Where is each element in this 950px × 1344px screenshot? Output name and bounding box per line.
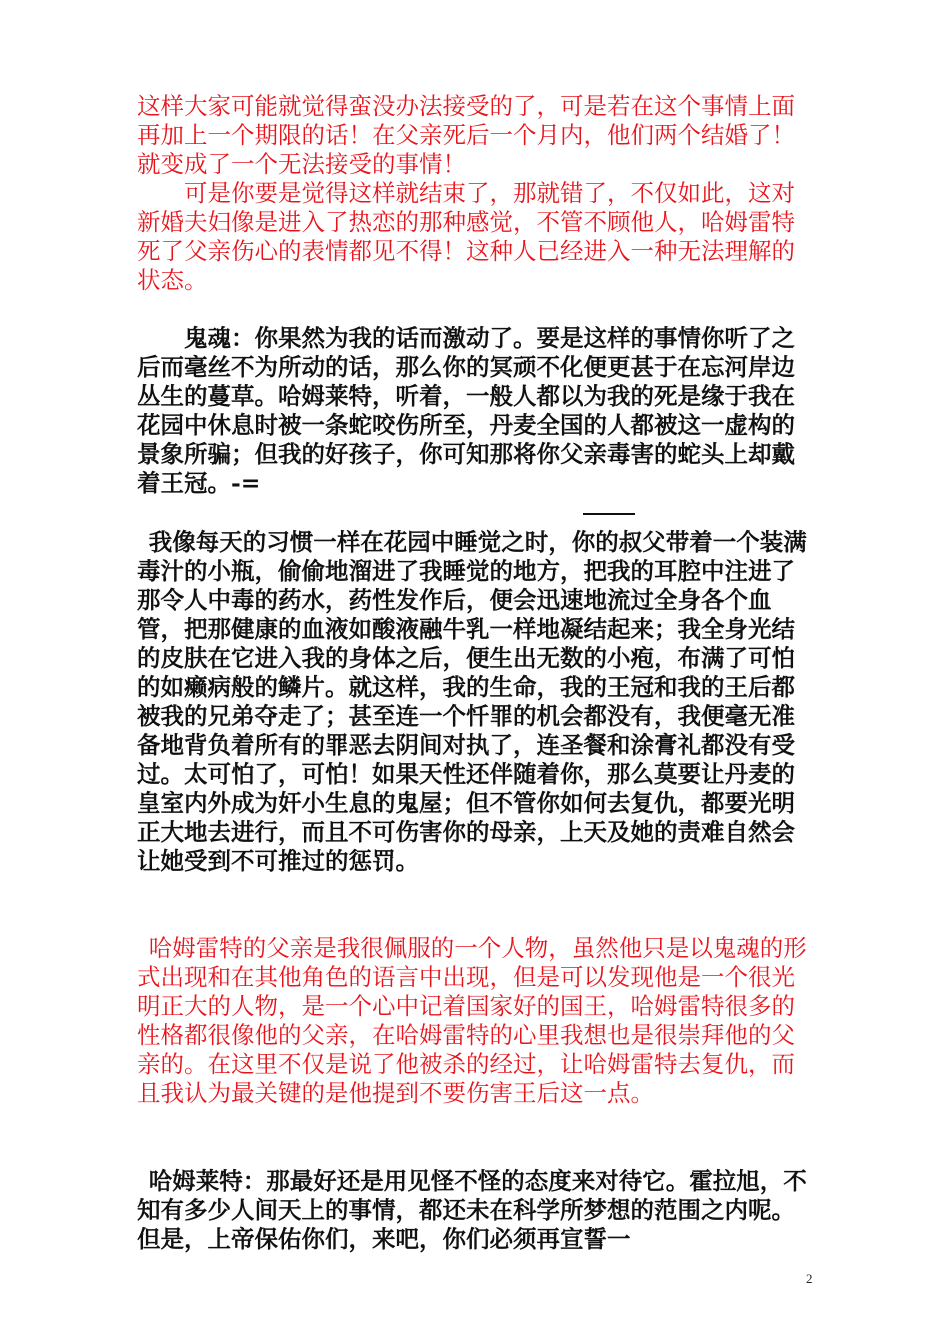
ghost-speech-paragraph-2: 我像每天的习惯一样在花园中睡觉之时，你的叔父带着一个装满毒汁的小瓶，偷偷地溜进了我睡觉的地方，把我的耳腔中注进了那令人中毒的药水，药性发作后，便会迅速地流过全身各个血管，把那健康的血液如酸液融牛乳一样地凝结起来；我全身光结的皮肤在它进入我的身体之后，便生出无数的小疱，布满了可怕的如癞病般的鳞片。就这样，我的生命，我的王冠和我的王后都被我的兄弟夺走了；甚至连一个忏罪的机会都没有，我便毫无准备地背负着所有的罪恶去阴间对执了，连圣餐和涂膏礼都没有受过。太可怕了，可怕！如果天性还伴随着你，那么莫要让丹麦的皇室内外成为奸小生息的鬼屋；但不管你如何去复仇，都要光明正大地去进行，而且不可伤害你的母亲，上天及她的责难自然会让她受到不可推过的惩罚。 <box>137 528 807 875</box>
dash-separator <box>583 513 635 515</box>
hamlet-speech-paragraph: 哈姆莱特：那最好还是用见怪不怪的态度来对待它。霍拉旭，不知有多少人间天上的事情，都还未在科学所梦想的范围之内呢。但是，上帝保佑你们，来吧，你们必须再宣誓一 <box>137 1167 807 1253</box>
commentary-paragraph-2: 可是你要是觉得这样就结束了，那就错了，不仅如此，这对新婚夫妇像是进入了热恋的那种感觉，不管不顾他人，哈姆雷特死了父亲伤心的表情都见不得！这种人已经进入一种无法理解的状态。 <box>137 179 795 294</box>
commentary-paragraph-3: 哈姆雷特的父亲是我很佩服的一个人物，虽然他只是以鬼魂的形式出现和在其他角色的语言中出现，但是可以发现他是一个很光明正大的人物，是一个心中记着国家好的国王，哈姆雷特很多的性格都很像他的父亲，在哈姆雷特的心里我想也是很崇拜他的父亲的。在这里不仅是说了他被杀的经过，让哈姆雷特去复仇，而且我认为最关键的是他提到不要伤害王后这一点。 <box>137 934 807 1107</box>
ghost-speech-paragraph-1: 鬼魂：你果然为我的话而激动了。要是这样的事情你听了之后而毫丝不为所动的话，那么你的冥顽不化便更甚于在忘河岸边丛生的蔓草。哈姆莱特，听着，一般人都以为我的死是缘于我在花园中休息时被一条蛇咬伤所至，丹麦全国的人都被这一虚构的景象所骗；但我的好孩子，你可知那将你父亲毒害的蛇头上却戴着王冠。-= <box>137 324 795 497</box>
commentary-paragraph-1: 这样大家可能就觉得蛮没办法接受的了，可是若在这个事情上面再加上一个期限的话！在父亲死后一个月内，他们两个结婚了！就变成了一个无法接受的事情！ <box>137 92 795 178</box>
page-number: 2 <box>806 1271 813 1286</box>
